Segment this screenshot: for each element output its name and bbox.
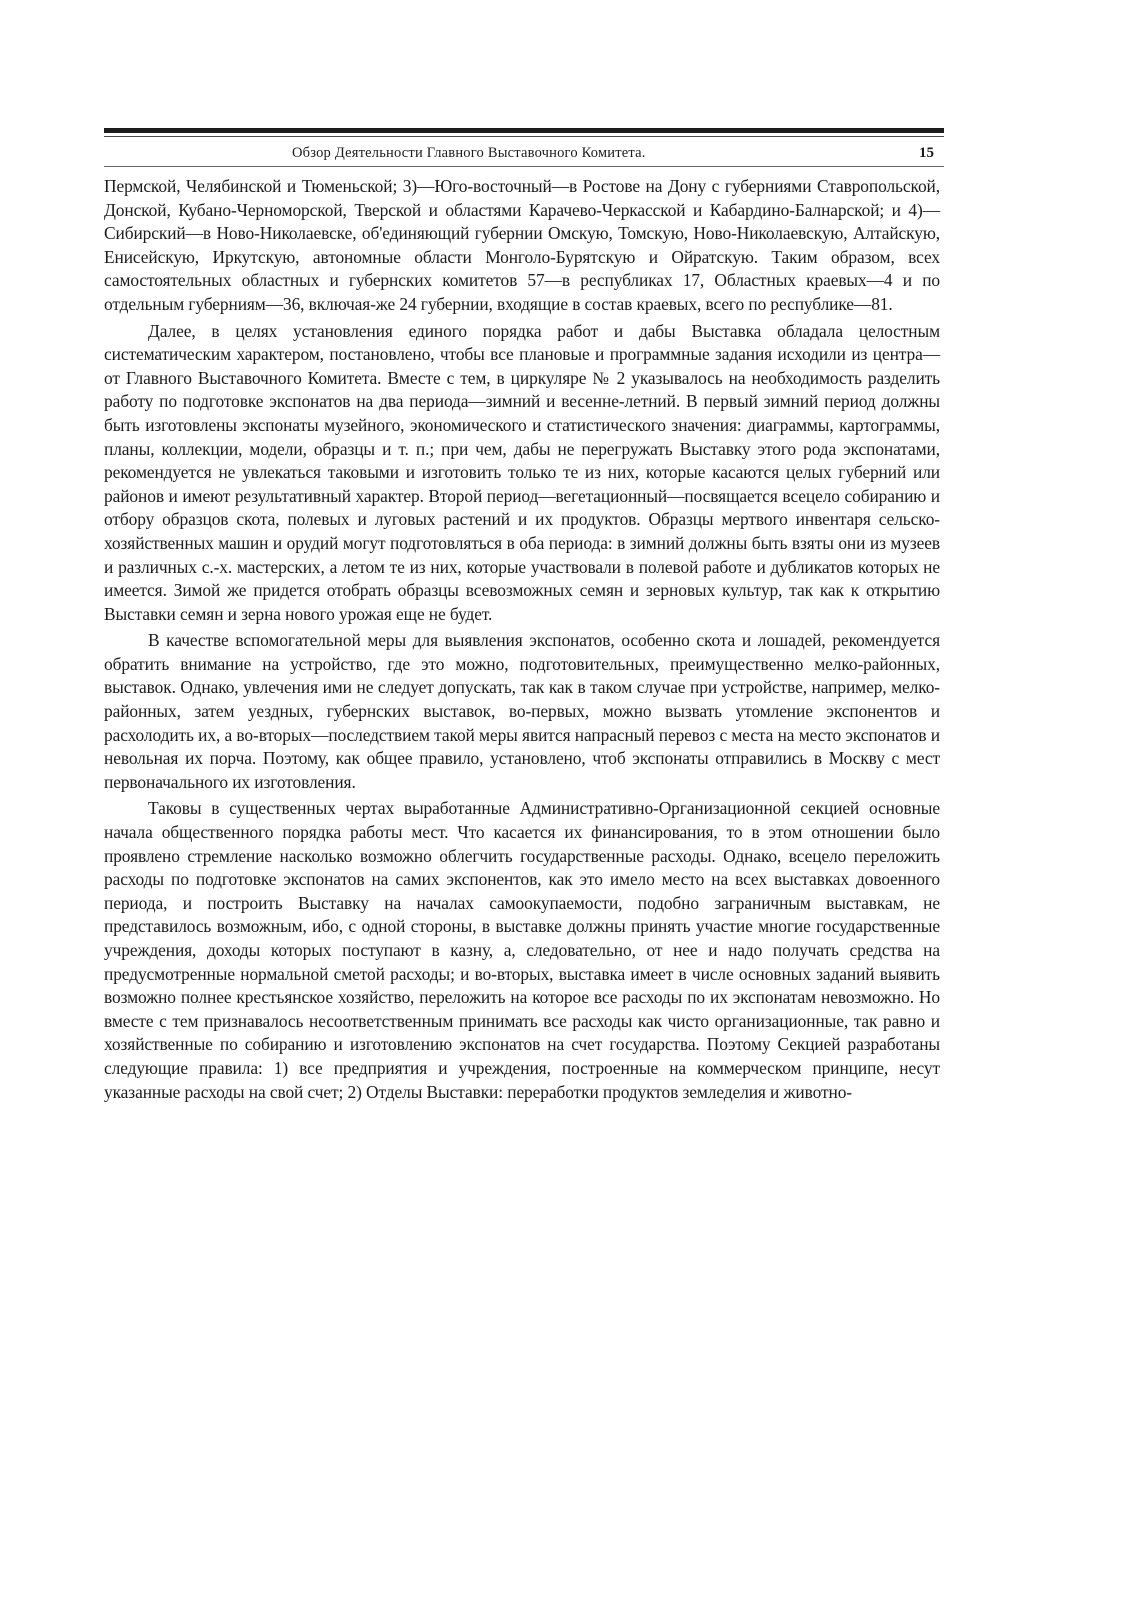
running-title: Обзор Деятельности Главного Выставочного Комитета. (292, 145, 646, 161)
header-divider (104, 166, 944, 167)
header-rule (104, 128, 944, 133)
paragraph: Таковы в существенных чертах выработанные Административно-Организационной секцией основные начала общественного порядка работы мест. Что касается их финансирования, то в этом отношении было проявлено стремление насколько возможно облегчить государственные расходы. Однако, всецело переложить расходы по подготовке экспонатов на самих экспонентов, как это имело место на всех выставках довоенного периода, и построить Выставку на началах самоокупаемости, подобно заграничным выставкам, не представилось возможным, ибо, с одной стороны, в выставке должны принять участие многие государственные учреждения, доходы которых поступают в казну, а, следовательно, от нее и надо получать средства на предусмотренные нормальной сметой расходы; и во-вторых, выставка имеет в числе основных заданий выявить возможно полнее крестьянское хозяйство, переложить на которое все расходы по их экспонатам невозможно. Но вместе с тем признавалось несоответственным принимать все расходы как чисто организационные, так равно и хозяйственные по собиранию и изготовлению экспонатов на счет государства. Поэтому Секцией разработаны следующие правила: 1) все предприятия и учреждения, построенные на коммерческом принципе, несут указанные расходы на свой счет; 2) Отделы Выставки: переработки продуктов земледелия и животно- (104, 798, 940, 1102)
paragraph: В качестве вспомогательной меры для выявления экспонатов, особенно скота и лошадей, рекомендуется обратить внимание на устройство, где это можно, подготовительных, преимущественно мелко-районных, выставок. Однако, увлечения ими не следует допускать, так как в таком случае при устройстве, например, мелко-районных, затем уездных, губернских выставок, во-первых, можно вызвать утомление экспонентов и расхолодить их, а во-вторых—последствием такой меры явится напрасный перевоз с места на место экспонатов и невольная их порча. Поэтому, как общее правило, установлено, чтоб экспонаты отправились в Москву с мест первоначального их изготовления. (104, 630, 940, 792)
running-header (104, 142, 944, 164)
body-text (104, 175, 940, 1107)
page-number: 15 (919, 145, 934, 161)
paragraph: Далее, в целях установления единого порядка работ и дабы Выставка обладала целостным систематическим характером, постановлено, чтобы все плановые и программные задания исходили из центра—от Главного Выставочного Комитета. Вместе с тем, в циркуляре № 2 указывалось на необходимость разделить работу по подготовке экспонатов на два периода—зимний и весенне-летний. В первый зимний период должны быть изготовлены экспонаты музейного, экономического и статистического значения: диаграммы, картограммы, планы, коллекции, модели, образцы и т. п.; при чем, дабы не перегружать Выставку этого рода экспонатами, рекомендуется не увлекаться таковыми и изготовить только те из них, которые касаются целых губерний или районов и имеют результативный характер. Второй период—вегетационный—посвящается всецело собиранию и отбору образцов скота, полевых и луговых растений и их продуктов. Образцы мертвого инвентаря сельско-хозяйственных машин и орудий могут подготовляться в оба периода: в зимний должны быть взяты они из музеев и различных с.-х. мастерских, а летом те из них, которые участвовали в полевой работе и дубликатов которых не имеется. Зимой же придется отобрать образцы всевозможных семян и зерновых культур, так как к открытию Выставки семян и зерна нового урожая еще не будет. (104, 320, 940, 624)
header-rule-thin (104, 136, 944, 137)
paragraph: Пермской, Челябинской и Тюменьской; 3)—Юго-восточный—в Ростове на Дону с губерниями Ставропольской, Донской, Кубано-Черноморской, Тверской и областями Карачево-Черкасской и Кабардино-Балнарской; и 4)—Сибирский—в Ново-Николаевске, об'единяющий губернии Омскую, Томскую, Ново-Николаевскую, Алтайскую, Енисейскую, Иркутскую, автономные области Монголо-Бурятскую и Ойратскую. Таким образом, всех самостоятельных областных и губернских комитетов 57—в республиках 17, Областных краевых—4 и по отдельным губерниям—36, включая-же 24 губернии, входящие в состав краевых, всего по республике—81. (104, 176, 940, 314)
